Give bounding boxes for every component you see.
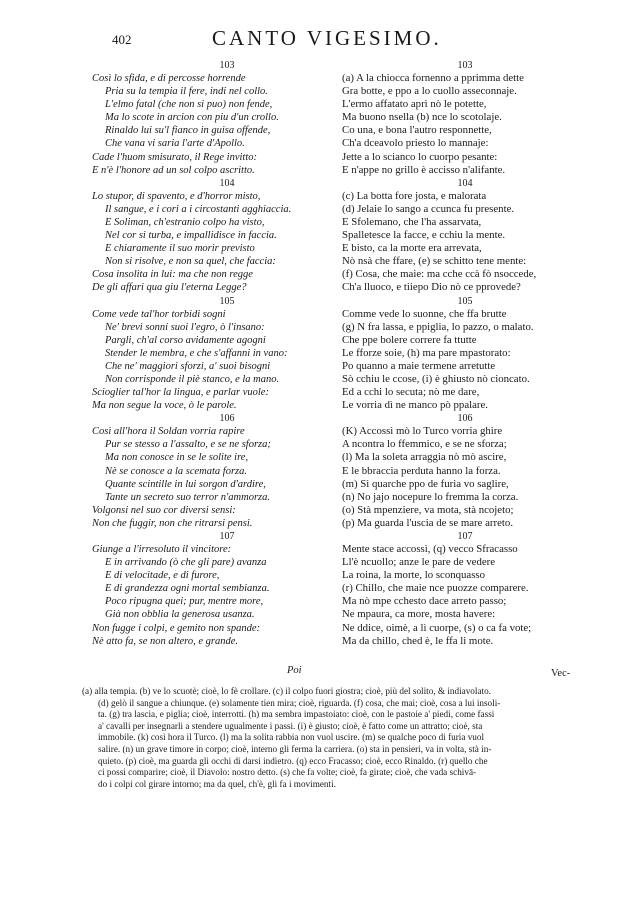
verse-line: E n'è l'honore ad un sol colpo ascritto. <box>92 164 255 176</box>
verse-line: (g) N fra lassa, e ppiglia, lo pazzo, o malato. <box>342 320 534 333</box>
verse-line: Gra botte, e ppo a lo cuollo asseconnaje. <box>342 85 517 98</box>
verse-line: Volgonsi nel suo cor diversi sensi: <box>92 504 236 516</box>
verse-line: E di velocitade, e di furore, <box>105 570 220 582</box>
footnote-line: ci possi comparire; cioè, il Diavolo: nostro detto. (s) che fa volte; cioè, fa girate; cioè, che vada schivā- <box>98 767 477 778</box>
verse-line: Che ne' maggiori sforzi, a' suoi bisogni <box>105 360 271 372</box>
verse-line: Nè se conosce a la scemata forza. <box>105 465 248 477</box>
stanza <box>342 531 588 648</box>
verse-line: E chiaramente il suo morir previsto <box>105 243 255 255</box>
verse-line: E n'appe no grillo è accisso n'alifante. <box>342 163 506 176</box>
verse-line: Ch'a lluoco, e tiiepo Dio nò ce pprovede? <box>342 281 521 294</box>
stanza <box>92 178 332 295</box>
footnote-line: immobile. (k) così hora il Turco. (l) ma la solita rabbia non vuol uscire. (m) se qualche poco di furia vuol <box>98 732 485 743</box>
verse-line: E Soliman, ch'estranio colpo ha visto, <box>105 216 265 228</box>
verse-line: Rinaldo lui su'l fianco in guisa offende, <box>105 125 271 137</box>
verse-line: Ne mpaura, ca more, mosta havere: <box>342 608 496 621</box>
verse-line: E di grandezza ogni mortal sembianza. <box>105 583 270 595</box>
verse-line: A ncontra lo ffemmico, e se ne sforza; <box>342 438 507 451</box>
verse-line: Jette a lo sciancо lo cuorpo pesante: <box>342 150 498 163</box>
stanza-number: 106 <box>219 413 235 425</box>
verse-line: Ma da chillo, ched è, le ffa li mote. <box>342 634 494 647</box>
stanza-number: 103 <box>219 60 235 71</box>
verse-line: Poco ripugna quei; pur, mentre more, <box>105 596 264 608</box>
verse-line: Non fugge i colpi, e gemito non spande: <box>92 622 260 634</box>
verse-line: (r) Chillo, che maie nce puozze comparere. <box>342 582 529 595</box>
verse-line: Cosa insolita in lui: ma che non regge <box>92 269 253 281</box>
verse-line: (d) Jelaie lo sango a ccunca fu presente. <box>342 202 515 215</box>
running-title: CANTO VIGESIMO. <box>212 26 442 50</box>
stanza <box>92 60 332 177</box>
stanza-number: 103 <box>457 60 473 71</box>
stanza <box>342 296 588 413</box>
verse-line: Non si risolve, e non sa quel, che faccia: <box>105 256 276 268</box>
stanza <box>342 413 588 530</box>
verse-line: Ma non segue la voce, ò le parole. <box>92 400 237 412</box>
verse-line: Ne' brevi sonni suoi l'egro, ò l'insano: <box>105 321 265 333</box>
verse-line: (o) Stà mpenziere, va mota, stà ncojeto; <box>342 503 514 516</box>
verse-line: Cade l'huom smisurato, il Rege invitto: <box>92 151 257 163</box>
verse-line: Ma nò mpe cchesto dace arreto passo; <box>342 595 507 608</box>
left-catchword: Poi <box>287 665 302 676</box>
verse-line: Che vana vi saria l'arte d'Apollo. <box>105 138 245 150</box>
stanza <box>92 531 332 648</box>
verse-line: Ch'a dceavolo priesto lo mannaje: <box>342 137 489 150</box>
verse-line: Così all'hora il Soldan vorria rapire <box>92 426 245 438</box>
stanza-number: 107 <box>219 531 235 542</box>
verse-line: Che ppe bolere correre fa ttutte <box>342 333 477 346</box>
stanza-number: 106 <box>457 413 473 425</box>
verse-line: Ma buono nsella (b) nce lo scotolaje. <box>342 111 502 124</box>
italian-verse-column <box>92 60 332 649</box>
verse-line: Po quanno a maie termene arretutte <box>342 359 496 372</box>
verse-line: Giunge a l'irresoluto il vincitore: <box>92 544 232 555</box>
verse-line: Tante un secreto suo terror n'ammorza. <box>105 491 271 503</box>
verse-line: Ll'è ncuollo; anze le pare de vedere <box>342 556 496 569</box>
verse-line: L'elmo fatal (che non si puo) non fende, <box>105 99 273 111</box>
verse-line: Come vede tal'hor torbidi sogni <box>92 308 226 320</box>
stanza-number: 107 <box>457 531 473 542</box>
verse-line: Non corrisponde il piè stanco, e la mano. <box>105 373 280 385</box>
dialect-verse-column <box>342 60 588 649</box>
verse-line: Pargli, ch'al corso avidamente agogni <box>105 334 266 346</box>
footnote-line: quieto. (p) cioè, ma guarda gli occhi di darsi indietro. (q) ecco Fracasso; cioè, ecco Rinaldo. (r) quello che <box>98 755 488 766</box>
footnotes <box>82 686 602 790</box>
verse-line: Pria su la tempia il fere, indi nel collo. <box>105 86 268 98</box>
footnote-line: a' cavalli per insegnarli a stendere ugualmente i passi. (i) è giusto; cioè, è fatto come un attratto; cioè, sta <box>98 720 483 731</box>
verse-line: Ma non conosce in se le solite ire, <box>105 452 249 464</box>
verse-line: Le fforze soie, (h) ma pare mpastorato: <box>342 346 511 359</box>
verse-line: Ne ddice, oimè, a lì cuorpe, (s) o ca fa vote; <box>342 621 532 634</box>
verse-line: Nel cor si turba, e impallidisce in faccia. <box>105 230 277 242</box>
verse-line: (c) La botta fore josta, e malorata <box>342 189 487 202</box>
verse-line: Non che fuggir, non che ritrarsi pensi. <box>92 517 253 529</box>
stanza <box>342 178 588 295</box>
stanza-number: 104 <box>219 177 235 189</box>
verse-line: (m) Sì quarche ppo de furia vo saglire, <box>342 477 509 490</box>
verse-line: Il sangue, e i cori a i circostanti agghiaccia. <box>105 203 292 215</box>
stanza <box>92 296 332 413</box>
verse-line: (p) Ma guarda l'uscia de se mare arreto. <box>342 516 514 529</box>
verse-line: Così lo sfida, e di percosse horrende <box>92 73 246 84</box>
verse-line: Le vorria dì ne manco pò ppalare. <box>342 399 488 412</box>
verse-line: Nò nsà che ffare, (e) se schitto tene mente: <box>342 255 527 268</box>
footnote-line: ta. (g) tra lascia, e piglia; cioè, interrotti. (h) ma sembra impastoiato: cioè, con le pastoie a' piedi, come fassi <box>98 709 495 720</box>
verse-line: Co una, e bona l'autro responnette, <box>342 124 492 137</box>
verse-line: (K) Accossì mò lo Turco vorria ghire <box>342 425 503 438</box>
verse-line: Ma lo scote in arcion con piu d'un crollo. <box>105 112 279 124</box>
verse-line: (a) A la chiocca fornenno a pprimma dette <box>342 72 524 84</box>
stanza-number: 104 <box>457 177 473 189</box>
verse-line: Già non obblia la generosa usanza. <box>105 609 255 621</box>
right-catchword: Vec- <box>551 668 571 679</box>
verse-line: Stender le membra, e che s'affanni in vano: <box>105 347 288 359</box>
footnote-line: (a) alla tempia. (b) ve lo scuotè; cioè, lo fè crollare. (c) il colpo fuori giostra; cioè, più del solito, & indiavolato. <box>82 686 491 696</box>
stanza-number: 105 <box>219 295 235 307</box>
footnote-line: (d) gelò il sangue a chiunque. (e) solamente tien mira; cioè, riguarda. (f) cosa, che mai; cioè, cosa a lui insoli- <box>98 697 501 708</box>
verse-line: Quante scintille in lui sorgon d'ardire, <box>105 478 266 490</box>
verse-line: Mente stace accossì, (q) vecco Sfracasso <box>342 543 518 555</box>
verse-line: E in arrivando (ò che gli pare) avanza <box>105 557 267 569</box>
verse-line: (f) Cosa, che maie: ma cche ccà fò nsoccede, <box>342 268 537 281</box>
stanza <box>92 413 332 530</box>
verse-line: Ed a cchi lo secuta; nò me dare, <box>342 386 480 399</box>
verse-line: La roina, la morte, lo sconquasso <box>342 569 486 582</box>
page-number: 402 <box>112 32 132 47</box>
verse-line: Nè atto fa, se non altero, e grande. <box>92 635 239 647</box>
page-header <box>0 26 617 48</box>
verse-line: (l) Ma la soleta arraggia nò mò ascire, <box>342 451 507 464</box>
verse-line: Spalletesce la facce, e cchiu la mente. <box>342 229 506 242</box>
verse-line: Comme vede lo suonne, che ffa brutte <box>342 307 507 320</box>
verse-line: De gli affari qua giu l'eterna Legge? <box>92 282 247 294</box>
verse-line: Pur se stesso a l'assalto, e se ne sforza; <box>105 439 271 451</box>
verse-line: E bisto, ca la morte era arrevata, <box>342 242 482 255</box>
footnote-line: do i colpi col girare intorno; ma da quel, ch'è, gli fa i movimenti. <box>98 778 336 789</box>
stanza-number: 105 <box>457 295 473 307</box>
verse-line: Lo stupor, di spavento, e d'horror misto, <box>92 190 261 202</box>
verse-line: (n) No jajo nocepure lo fremma la corza. <box>342 490 519 503</box>
verse-line: E le bbraccia perduta hanno la forza. <box>342 464 501 477</box>
verse-line: L'ermo affatato aprì nò le potette, <box>342 98 487 111</box>
footnote-line: salire. (n) un grave timore in corpo; cioè, interno gli ferma la carriera. (o) sta in pensieri, va in volta, stà in- <box>98 743 492 754</box>
verse-line: Sò cchiu le ccose, (i) è ghiusto nò cioncato. <box>342 372 530 385</box>
verse-line: Scioglier tal'hor la lingua, e parlar vuole: <box>92 387 269 399</box>
stanza <box>342 60 588 177</box>
verse-line: E Sfolemano, che l'ha assarvata, <box>342 215 482 228</box>
